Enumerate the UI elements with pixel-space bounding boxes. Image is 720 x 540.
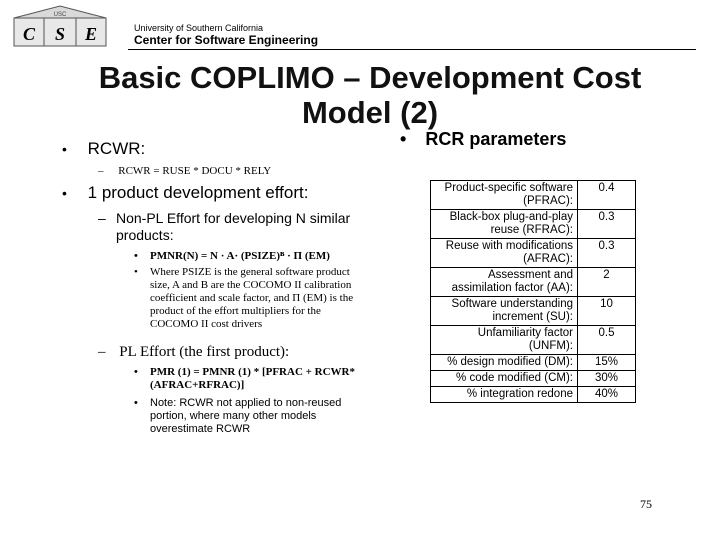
rcwr-formula: RCWR = RUSE * DOCU * RELY [118, 165, 272, 177]
bullet-marker: • [400, 129, 407, 149]
bullet-2-label: 1 product development effort: [87, 183, 309, 202]
param-label: Assessment and assimilation factor (AA): [431, 268, 578, 297]
param-value: 0.5 [578, 326, 636, 355]
table-row [431, 387, 636, 403]
slide-title [40, 60, 700, 130]
table-row [431, 181, 636, 210]
rcr-parameters-table [430, 180, 636, 403]
param-value: 40% [578, 387, 636, 403]
sub-psize: • Where PSIZE is the general software product size, A and B are the COCOMO II calibration coefficient and scale factor, and Π (EM) is the product of the effort multipliers for the COCOMO II cost drivers [134, 266, 366, 331]
param-value: 30% [578, 371, 636, 387]
title-line-1: Basic COPLIMO – Development Cost [98, 60, 642, 95]
bullet-1 [62, 139, 145, 159]
dash-non-pl-text: Non-PL Effort for developing N similar products: [116, 210, 351, 243]
param-value: 2 [578, 268, 636, 297]
param-label: Reuse with modifications (AFRAC): [431, 239, 578, 268]
note-text: Note: RCWR not applied to non-reused portion, where many other models overestimate RCWR [150, 397, 342, 435]
table-row [431, 371, 636, 387]
rcr-heading [400, 129, 566, 150]
param-label: % code modified (CM): [431, 371, 578, 387]
logo-letter-e: E [84, 24, 98, 44]
pmr-formula: PMR (1) = PMNR (1) * [PFRAC + RCWR*(AFRAC+RFRAC)] [150, 366, 355, 391]
sub-pmnr: • PMNR(N) = N · A· (PSIZE)ᴮ · Π (EM) [134, 250, 364, 263]
dash-non-pl: – Non-PL Effort for developing N similar products: [98, 210, 360, 244]
logo-emblem: USC [53, 12, 67, 18]
psize-explanation: Where PSIZE is the general software product size, A and B are the COCOMO II calibration coefficient and scale factor, and Π (EM) is the product of the effort multipliers for the COCOMO II cost drivers [150, 266, 354, 330]
sub-pmr: • PMR (1) = PMNR (1) * [PFRAC + RCWR*(AFRAC+RFRAC)] [134, 366, 364, 392]
table-row [431, 210, 636, 239]
dash-pl-text: PL Effort (the first product): [119, 344, 290, 360]
dash-pl: – PL Effort (the first product): [98, 344, 290, 360]
param-value: 0.4 [578, 181, 636, 210]
param-label: Unfamiliarity factor (UNFM): [431, 326, 578, 355]
logo-letter-c: C [22, 24, 36, 44]
bullet-1-label: RCWR: [87, 139, 146, 158]
param-label: % integration redone [431, 387, 578, 403]
table-row [431, 355, 636, 371]
bullet-1-sub: – RCWR = RUSE * DOCU * RELY [98, 165, 272, 177]
param-value: 0.3 [578, 210, 636, 239]
center-name: Center for Software Engineering [134, 33, 319, 47]
sub-note: • Note: RCWR not applied to non-reused portion, where many other models overestimate RCWR [134, 397, 364, 436]
param-value: 0.3 [578, 239, 636, 268]
table-row [431, 297, 636, 326]
table-row [431, 326, 636, 355]
bullet-marker: • [62, 185, 67, 201]
cse-logo [6, 4, 114, 50]
param-label: Software understanding increment (SU): [431, 297, 578, 326]
pmnr-formula: PMNR(N) = N · A· (PSIZE)ᴮ · Π (EM) [150, 250, 330, 262]
param-label: Black-box plug-and-play reuse (RFRAC): [431, 210, 578, 239]
table-row [431, 239, 636, 268]
header-rule [128, 49, 696, 50]
title-line-2: Model (2) [301, 95, 439, 130]
bullet-marker: • [62, 141, 67, 157]
param-label: % design modified (DM): [431, 355, 578, 371]
page-number: 75 [640, 497, 652, 511]
param-value: 15% [578, 355, 636, 371]
bullet-2 [62, 183, 308, 203]
logo-letter-s: S [54, 24, 66, 44]
table-row [431, 268, 636, 297]
param-label: Product-specific software (PFRAC): [431, 181, 578, 210]
org-name: University of Southern California [134, 23, 264, 33]
rcr-heading-text: RCR parameters [425, 129, 567, 149]
param-value: 10 [578, 297, 636, 326]
